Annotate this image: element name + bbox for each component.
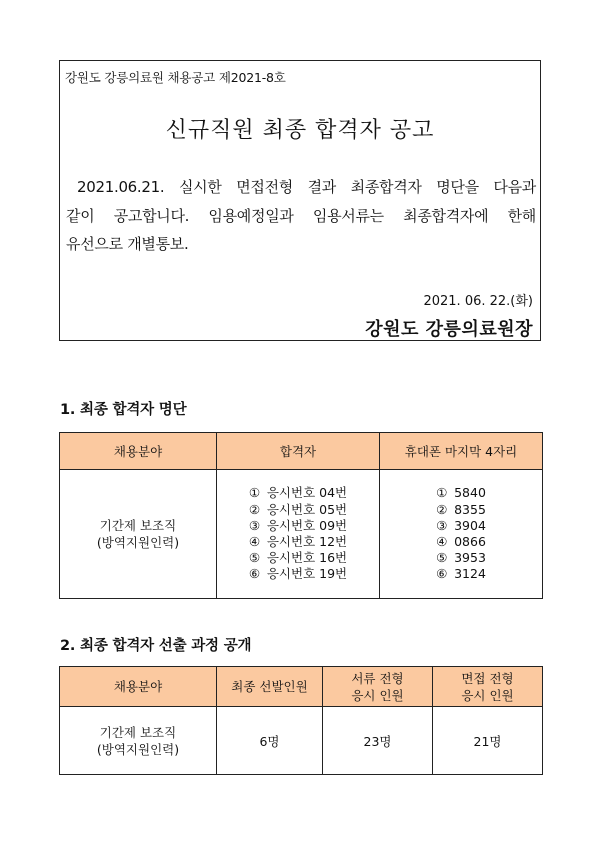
number-mark: ② (436, 501, 448, 517)
table-header-row (60, 667, 543, 707)
phone-item (436, 485, 486, 501)
phone-item (436, 566, 486, 582)
header-line: 채용분야 (113, 679, 163, 694)
notice-box (59, 60, 541, 341)
phone-item (436, 550, 486, 566)
header-line: 최종 선발인원 (231, 679, 308, 694)
notice-number: 강원도 강릉의료원 채용공고 제2021-8호 (65, 70, 286, 85)
number-mark: ⑥ (436, 566, 448, 582)
header-field: 채용분야 (60, 433, 217, 470)
phone-digits: 8355 (454, 501, 486, 517)
number-mark: ⑤ (248, 550, 261, 566)
finalist-item (249, 550, 347, 566)
phone-digits: 3953 (454, 550, 486, 566)
finalist-text: 응시번호 04번 (266, 485, 348, 501)
field-line: (방역지원인력) (96, 741, 180, 757)
interview-applicants-cell: 21명 (433, 707, 543, 775)
notice-signer: 강원도 강릉의료원장 (365, 319, 533, 340)
selected-count-cell: 6명 (217, 707, 323, 775)
finalist-item (249, 534, 347, 550)
table-row (60, 707, 543, 775)
finalist-cell (217, 470, 380, 599)
section2-heading: 2. 최종 합격자 선출 과정 공개 (60, 638, 252, 654)
notice-body-line: 유선으로 개별통보. (66, 235, 189, 253)
header-field (60, 667, 217, 707)
notice-body-line: 2021.06.21. 실시한 면접전형 결과 최종합격자 명단을 다음과 (77, 178, 536, 196)
number-mark: ③ (436, 517, 448, 533)
notice-title: 신규직원 최종 합격자 공고 (165, 118, 435, 143)
phone-digits: 3904 (454, 517, 486, 533)
number-mark: ① (436, 485, 448, 501)
notice-body-line: 같이 공고합니다. 임용예정일과 임용서류는 최종합격자에 한해 (66, 206, 536, 225)
finalist-text: 응시번호 05번 (266, 501, 348, 517)
header-finalist: 합격자 (217, 433, 380, 470)
phone-digits: 0866 (454, 534, 486, 549)
document-applicants-cell: 23명 (323, 707, 433, 775)
header-document-applicants (323, 667, 433, 707)
phone-cell (380, 470, 543, 599)
number-mark: ④ (248, 534, 261, 549)
finalist-item (249, 502, 347, 518)
number-mark: ② (248, 501, 261, 517)
phone-digits: 3124 (454, 566, 486, 582)
finalist-text: 응시번호 12번 (266, 534, 348, 549)
phone-item (436, 518, 486, 534)
finalist-table (59, 432, 543, 599)
finalist-text: 응시번호 16번 (266, 550, 348, 566)
header-line: 응시 인원 (351, 687, 404, 703)
table-header-row (60, 433, 543, 470)
phone-digits: 5840 (454, 485, 486, 501)
phone-item (436, 534, 486, 550)
section1-heading: 1. 최종 합격자 명단 (60, 402, 187, 418)
finalist-text: 응시번호 09번 (266, 517, 348, 533)
field-line: (방역지원인력) (96, 535, 180, 550)
header-selected-count (217, 667, 323, 707)
phone-list (436, 485, 486, 582)
number-mark: ③ (248, 517, 261, 533)
number-mark: ④ (436, 534, 448, 549)
number-mark: ⑥ (248, 566, 261, 582)
table-row (60, 470, 543, 599)
field-line: 기간제 보조직 (99, 724, 177, 740)
header-line: 면접 전형 (461, 670, 514, 686)
header-phone-last4: 휴대폰 마지막 4자리 (380, 433, 543, 470)
notice-body (66, 173, 536, 259)
finalist-item (249, 566, 347, 582)
header-interview-applicants (433, 667, 543, 707)
finalist-item (249, 485, 347, 501)
field-line: 기간제 보조직 (99, 518, 177, 533)
field-cell (60, 707, 217, 775)
field-cell (60, 470, 217, 599)
number-mark: ⑤ (436, 550, 448, 566)
notice-date: 2021. 06. 22.(화) (423, 294, 533, 309)
finalist-list (249, 485, 347, 582)
phone-item (436, 502, 486, 518)
header-line: 서류 전형 (351, 670, 404, 686)
selection-process-table (59, 666, 543, 775)
header-line: 응시 인원 (461, 687, 514, 703)
finalist-text: 응시번호 19번 (266, 566, 348, 582)
number-mark: ① (248, 485, 261, 501)
finalist-item (249, 518, 347, 534)
